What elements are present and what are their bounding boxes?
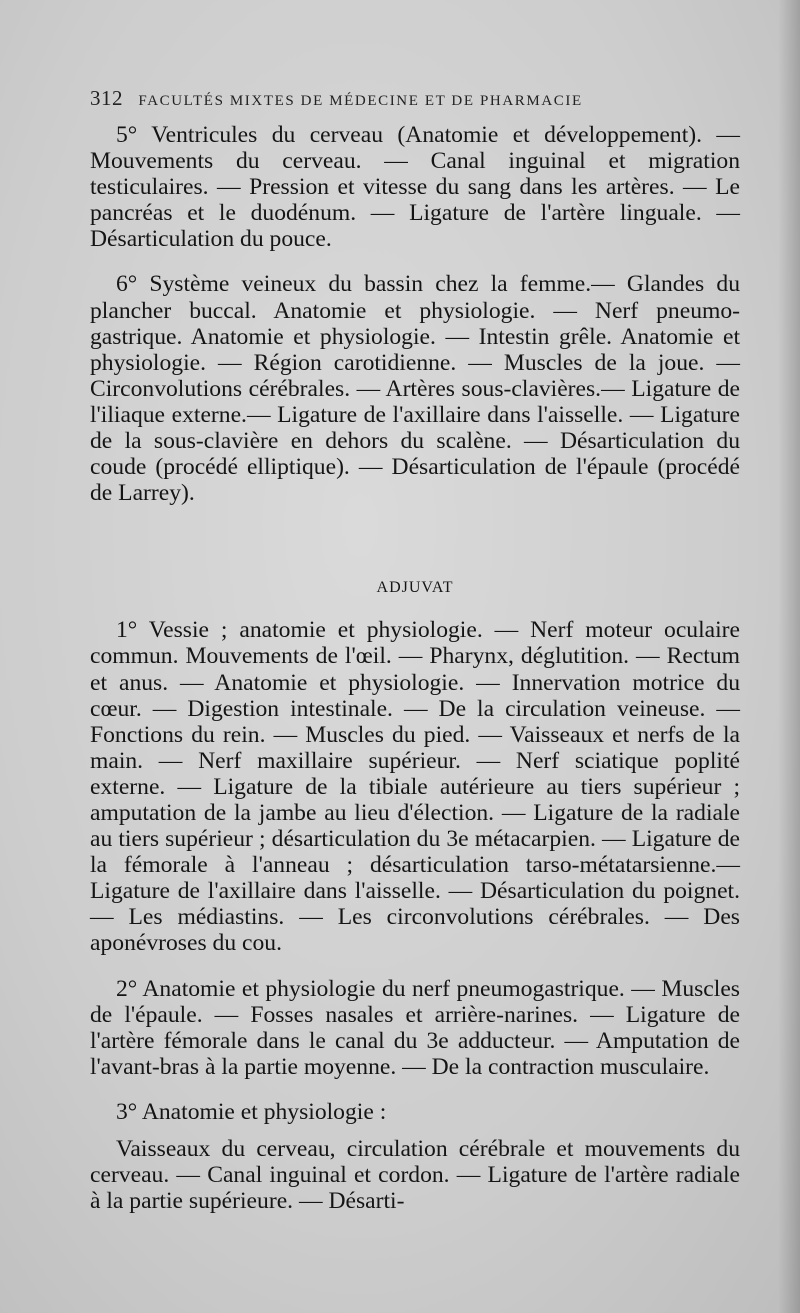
running-head-title: FACULTÉS MIXTES DE MÉDECINE ET DE PHARMACIE [138, 93, 583, 109]
section-heading: ADJUVAT [376, 579, 454, 597]
section-gap [90, 506, 740, 578]
adjuvat-paragraph-3-intro: 3° Anatomie et physiologie : [116, 1098, 387, 1125]
adjuvat-paragraph-3-body: Vaisseaux du cerveau, circulation cérébrale et mouvements du cerveau. — Canal inguinal et cordon. — Ligature de l'artère radiale à la partie supérieure. — Désarti- [90, 1136, 740, 1215]
section-gap-after [90, 598, 740, 617]
paragraph-gap [90, 252, 740, 271]
body-text [90, 122, 740, 1214]
adjuvat-paragraph-2: 2° Anatomie et physiologie du nerf pneumogastrique. — Muscles de l'épaule. — Fosses nasales et arrière-narines. — Ligature de l'artère fémorale dans le canal du 3e adducteur. — Amputation de l'avant-bras à la partie moyenne. — De la contraction musculaire. [90, 975, 740, 1080]
paragraph-gap [90, 957, 740, 976]
paragraph-gap [90, 1080, 740, 1099]
paragraph-6: 6° Système veineux du bassin chez la femme.— Glandes du plancher buccal. Anatomie et physiologie. — Nerf pneumo-gastrique. Anatomie et physiologie. — Intestin grêle. Anatomie et physiologie. — Région carotidienne. — Muscles de la joue. — Circonvolutions cérébrales. — Artères sous-clavières.— Ligature de l'iliaque externe.— Ligature de l'axillaire dans l'aisselle. — Ligature de la sous-clavière en dehors du scalène. — Désarticulation du coude (procédé elliptique). — Désarticulation de l'épaule (procédé de Larrey). [90, 271, 740, 507]
paragraph-gap [90, 1125, 740, 1136]
page-number: 312 [90, 86, 123, 110]
page-gutter-shadow [778, 0, 800, 1313]
adjuvat-paragraph-1: 1° Vessie ; anatomie et physiologie. — Nerf moteur oculaire commun. Mouvements de l'œil. — Pharynx, déglutition. — Rectum et anus. — Anatomie et physiologie. — Innervation motrice du cœur. — Digestion intestinale. — De la circulation veineuse. — Fonctions du rein. — Muscles du pied. — Vaisseaux et nerfs de la main. — Nerf maxillaire supérieur. — Nerf sciatique poplité externe. — Ligature de la tibiale autérieure au tiers supérieur ; amputation de la jambe au lieu d'élection. — Ligature de la radiale au tiers supérieur ; désarticulation du 3e métacarpien. — Ligature de la fémorale à l'anneau ; désarticulation tarso-métatarsienne.— Ligature de l'axillaire dans l'aisselle. — Désarticulation du poignet. — Les médiastins. — Les circonvolutions cérébrales. — Des aponévroses du cou. [90, 617, 740, 957]
running-head [90, 86, 690, 111]
paragraph-5: 5° Ventricules du cerveau (Anatomie et développement). —Mouvements du cerveau. — Canal inguinal et migration testiculaires. — Pression et vitesse du sang dans les artères. — Le pancréas et le duodénum. — Ligature de l'artère linguale. — Désarticulation du pouce. [90, 122, 740, 253]
